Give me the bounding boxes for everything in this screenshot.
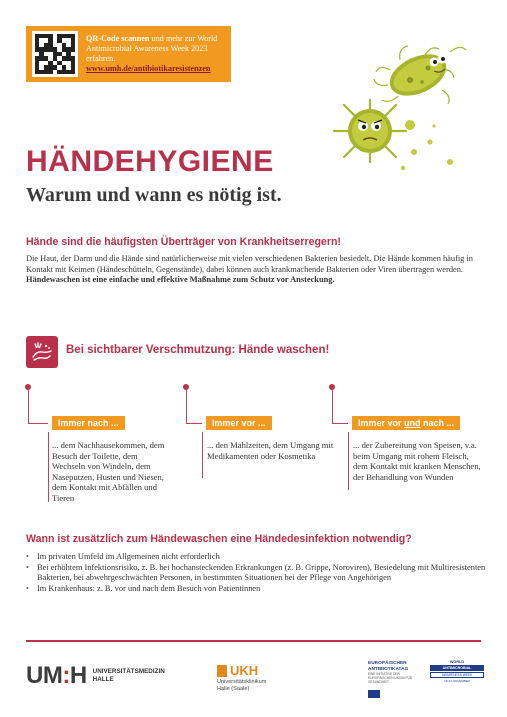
column-connector	[28, 423, 48, 424]
qr-bold-text: QR-Code scannen	[86, 33, 150, 43]
ukh-line1: Universitätsklinikum	[217, 679, 267, 685]
section-heading-transmission: Hände sind die häufigsten Überträger von Krankheitserregern!	[26, 236, 341, 248]
column-connector	[332, 387, 333, 423]
intro-text: Die Haut, der Darm und die Hände sind natürlicherweise mit vielen verschiedenen Bakterien besiedelt. Die Hände kommen häufig in Kontakt mit Keimen (Händeschütteln, Gegenstände), dabei können auch krankmachende Bakterien oder Viren übertragen werden.	[26, 254, 473, 274]
eu-flag-icon	[368, 690, 380, 698]
disinfection-list	[26, 552, 486, 594]
umh-logo[interactable]	[26, 662, 165, 690]
ukh-logo-mark	[217, 663, 266, 678]
ukh-logo-text	[217, 679, 266, 693]
badge-text-post: nach ...	[420, 418, 455, 428]
column-connector	[186, 423, 202, 424]
hand-washing-icon	[26, 336, 58, 368]
eaat-small-text: EINE INITIATIVE DER EUROPÄISCHEN UNION FÜR GESUNDHEIT	[368, 672, 413, 684]
qr-info-box	[26, 26, 231, 82]
page-title: HÄNDEHYGIENE	[26, 145, 274, 178]
qr-code[interactable]	[32, 31, 78, 77]
waaw-line2: 18-24 NOVEMBER	[444, 679, 470, 683]
column-connector	[332, 423, 348, 424]
column-rule	[202, 432, 203, 478]
umh-mark-right: H	[69, 662, 87, 689]
badge-text-underlined: und	[404, 418, 421, 428]
waaw-line1: WORLD	[449, 660, 465, 664]
list-item: • Im privaten Umfeld im Allgemeinen nicht erforderlich	[26, 552, 486, 563]
umh-logo-text	[93, 668, 165, 684]
spiky-bacterium-icon	[334, 100, 406, 162]
umh-mark-left: UM	[26, 662, 63, 689]
section-heading-disinfection: Wann ist zusätzlich zum Händewaschen eine Händedesinfektion notwendig?	[26, 533, 412, 545]
small-dots-icon	[401, 120, 453, 170]
column-text-after: ... dem Nachhausekommen, dem Besuch der Toilette, dem Wechseln von Windeln, dem Naseputzen, Husten und Niesen, dem Kontakt mit Abfällen und Tieren	[52, 440, 165, 503]
footer-divider	[26, 640, 481, 642]
ukh-mark-text: UKH	[230, 663, 259, 678]
waaw-logo[interactable]	[430, 660, 484, 694]
ukh-logo[interactable]	[217, 663, 266, 693]
umh-mark-colon: :	[62, 662, 70, 689]
waaw-band: ANTIMICROBIAL	[430, 665, 484, 671]
badge-always-before: Immer vor ...	[206, 416, 272, 430]
umh-line1: UNIVERSITÄTSMEDIZIN	[92, 668, 165, 675]
badge-always-before-and-after	[352, 416, 460, 430]
rod-bacterium-icon	[374, 46, 466, 104]
list-item: • Im Krankenhaus: z. B. vor und nach dem Besuch von Patientinnen	[26, 584, 486, 595]
qr-info-text	[86, 34, 225, 75]
column-text-before: ... den Mahlzeiten, dem Umgang mit Medikamenten oder Kosmetika	[207, 440, 334, 461]
column-connector	[186, 387, 187, 423]
page-subtitle: Warum und wann es nötig ist.	[26, 184, 282, 206]
eaat-line2: ANTIBIOTIKATAG	[368, 666, 409, 672]
list-item: • Bei erhöhtem Infektionsrisiko, z. B. bei hochansteckenden Erkrankungen (z. B. Grippe, Noroviren), Besiedelung mit Multiresistenten Bakterien, bei abwehrgeschwächten Personen, in bestimmten Situationen bei der Pflege von Angehörigen	[26, 563, 486, 584]
column-rule	[48, 432, 49, 502]
waaw-band2: AWARENESS WEEK	[430, 672, 484, 678]
badge-always-after: Immer nach ...	[52, 416, 125, 430]
qr-body-text: und mehr zur World Antimicrobial Awareness Week 2023 erfahren.	[86, 33, 218, 63]
eaat-line1: EUROPÄISCHER	[368, 661, 407, 666]
european-antibiotic-day-logo[interactable]	[368, 661, 424, 693]
column-rule	[348, 432, 349, 490]
umh-line2: HALLE	[92, 676, 114, 683]
wash-heading: Bei sichtbarer Verschmutzung: Hände waschen!	[66, 344, 330, 356]
ukh-square-icon	[217, 665, 227, 677]
intro-paragraph	[26, 254, 486, 286]
column-connector	[28, 387, 29, 423]
column-text-before-and-after: ... der Zubereitung von Speisen, v.a. beim Umgang mit rohem Fleisch, dem Kontakt mit kranken Menschen, der Behandlung von Wunden	[353, 440, 481, 482]
antibiotics-link[interactable]: www.umh.de/antibiotikaresistenzen	[86, 64, 211, 74]
intro-bold-sentence: Händewaschen ist eine einfache und effektive Maßnahme zum Schutz vor Ansteckung.	[26, 275, 335, 285]
bacteria-illustration	[330, 30, 490, 180]
badge-text-pre: Immer vor	[358, 418, 405, 428]
umh-logo-mark	[26, 662, 87, 690]
ukh-line2: Halle (Saale)	[217, 685, 250, 692]
